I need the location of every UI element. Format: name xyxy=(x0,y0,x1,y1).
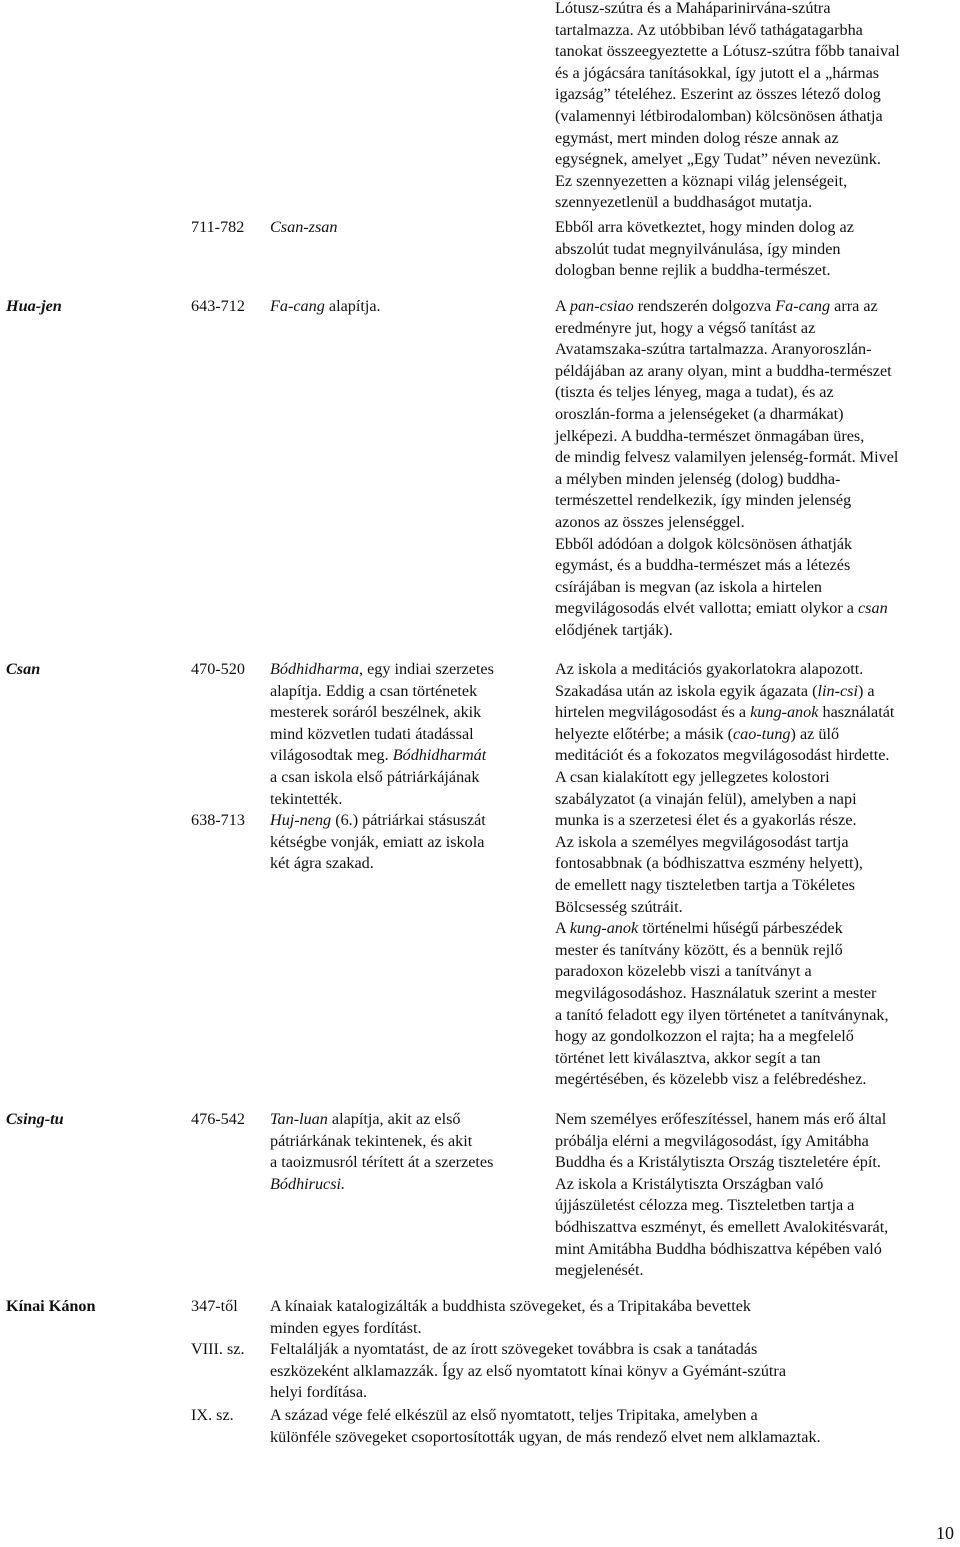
desc-text: ) a hirtelen megvilágosodást és a xyxy=(555,681,875,722)
csingtu-date: 476-542 xyxy=(191,1110,245,1128)
desc-text: arra az eredményre jut, hogy a végső tanítást az Avatamszaka-szútra tartalmazza. Aranyoroszlán- példájában az arany olyan, mint a buddha-természet (tiszta és teljes lényeg, maga a tudat), és az oroszlán-forma a jelenségeket (a dharmákat) jelképezi. A buddha-természet önmagában üres, de mindig felvesz valamilyen jelenség-formát. Mivel a mélyben minden jelenség (dolog) buddha- természettel rendelkezik, így minden jelenség azonos az összes jelenséggel. Ebből adódóan a dolgok kölcsönösen áthatják egymást, és a buddha-természet más a létezés csírájában is megvan (az iskola a hirtelen megvilágosodás elvét vallotta; emiatt olykor a xyxy=(555,297,899,618)
huajen-founder xyxy=(270,296,552,318)
huajen-date: 643-712 xyxy=(191,297,245,315)
founder-text: , egy indiai szerzetes alapítja. Eddig a csan történetek mesterek soráról beszélnek, akik mind közvetlen tudati átadással világosodtak meg. xyxy=(270,660,494,765)
founder-name: Tan-luan xyxy=(270,1110,328,1128)
desc-text: Az iskola a meditációs gyakorlatokra alapozott. Szakadása után az iskola egyik ágazata ( xyxy=(555,660,864,700)
term: Fa-cang xyxy=(775,297,831,315)
canon-date-2: VIII. sz. xyxy=(191,1340,245,1358)
csan-date-1: 470-520 xyxy=(191,660,245,678)
csan-date-2: 638-713 xyxy=(191,811,245,829)
canon-date-3: IX. sz. xyxy=(191,1406,234,1424)
school-name-canon: Kínai Kánon xyxy=(6,1297,96,1315)
canon-text-3: A század vége felé elkészül az első nyomtatott, teljes Tripitaka, amelyben a különféle szövegeket csoportosították ugyan, de más rendező elvet nem alklamaztak. xyxy=(270,1406,821,1446)
canon-text-2: Feltalálják a nyomtatást, de az írott szövegeket továbbra is csak a tanátadás eszközeként alklamazzák. Így az első nyomtatott kínai könyv a Gyémánt-szútra helyi fordítása. xyxy=(270,1340,787,1402)
term: kung-anok xyxy=(569,919,639,938)
founder-text: alapítja, akit az első pátriárkának tekintenek, és akit a taoizmusról térített át a szerzetes xyxy=(270,1110,494,1172)
founder-text: alapítja. xyxy=(324,297,381,315)
term: kung-anok xyxy=(750,703,819,722)
founder-name: Fa-cang xyxy=(270,297,325,315)
term: cao-tung xyxy=(732,724,791,743)
desc-text: használatát helyezte előtérbe; a másik ( xyxy=(555,703,895,743)
csan-founder-2 xyxy=(270,810,552,875)
csan-founder-1 xyxy=(270,659,552,810)
term: csan xyxy=(858,599,888,618)
canon-text-1: A kínaiak katalogizálták a buddhista szövegeket, és a Tripitakába bevettek minden egyes fordítást. xyxy=(270,1297,751,1337)
term: lin-csi xyxy=(817,681,858,700)
huajen-description xyxy=(555,296,955,642)
tientai-description: Lótusz-szútra és a Maháparinirvána-szútra tartalmazza. Az utóbbiban lévő tathágatagarbha tanokat összeegyeztette a Lótusz-szútra főbb tanaival és a jógácsára tanításokkal, így jutott el a „hármas igazság” tételéhez. Eszerint az összes létező dolog (valamennyi létbirodalomban) kölcsönösen áthatja egymást, mert minden dolog része annak az egységnek, amelyet „Egy Tudat” néven nevezünk. Ez szennyezetten a köznapi világ jelenségeit, szennyezetlenül a buddhaságot mutatja. xyxy=(555,0,900,212)
page-number: 10 xyxy=(936,1523,954,1543)
founder-name: Bódhidharma xyxy=(270,660,360,678)
desc-text: rendszerén dolgozva xyxy=(633,297,776,315)
csan-description xyxy=(555,659,955,1091)
desc-text: történelmi hűségű párbeszédek mester és tanítvány között, és a bennük rejlő paradoxon közelebb viszi a tanítványt a megvilágosodáshoz. Használatuk szerint a mester a tanító feladott egy ilyen történetet a tanítványnak, hogy az gondolkozzon el rajta; ha a megfelelő történet lett kiválasztva, akkor segít a tan megértésében, és közelebb visz a felébredéshez. xyxy=(555,919,889,1089)
term: pan-csiao xyxy=(569,297,634,315)
canon-date-1: 347-től xyxy=(191,1297,238,1315)
founder-name: Bódhidharmát xyxy=(392,746,487,765)
desc-text: elődjének tartják). xyxy=(555,620,673,639)
csingtu-founder xyxy=(270,1109,552,1195)
founder-name: Bódhirucsi. xyxy=(270,1174,346,1193)
desc-text: A xyxy=(555,297,570,315)
founder-text: a csan iskola első pátriárkájának tekintették. xyxy=(270,767,480,808)
school-name-huajen: Hua-jen xyxy=(6,297,62,315)
tientai-founder-2 xyxy=(270,217,552,239)
school-name-csan: Csan xyxy=(6,660,41,678)
desc-text: ) az ülő meditációt és a fokozatos megvilágosodást hirdette. A csan kialakított egy jellegzetes kolostori szabályzatot (a vinaján felül), amelyben a napi munka is a szerzetesi élet és a gyakorlás része. Az iskola a személyes megvilágosodást tartja fontosabbnak (a bódhiszattva eszmény helyett), de emellett nagy tiszteletben tartja a Tökéletes Bölcsesség szútráit. A xyxy=(555,724,890,938)
csingtu-description: Nem személyes erőfeszítéssel, hanem más erő által próbálja elérni a megvilágosodást, így Amitábha Buddha és a Kristálytiszta Ország tiszteletére épít. Az iskola a Kristálytiszta Országban való újjászületést célozza meg. Tiszteletben tartja a bódhiszattva eszményt, és emellett Avalokitésvarát, mint Amitábha Buddha bódhiszattva képében való megjelenését. xyxy=(555,1110,889,1280)
tientai-description-2: Ebből arra következtet, hogy minden dolog az abszolút tudat megnyilvánulása, így minden dologban benne rejlik a buddha-természet. xyxy=(555,218,854,280)
founder-text: (6.) pátriárkai stásuszát kétségbe vonják, emiatt az iskola két ágra szakad. xyxy=(270,811,486,873)
founder-name: Csan-zsan xyxy=(270,218,338,236)
founder-name: Huj-neng xyxy=(270,811,332,829)
school-name-csingtu: Csing-tu xyxy=(6,1110,64,1128)
tientai-date-2: 711-782 xyxy=(191,218,245,236)
